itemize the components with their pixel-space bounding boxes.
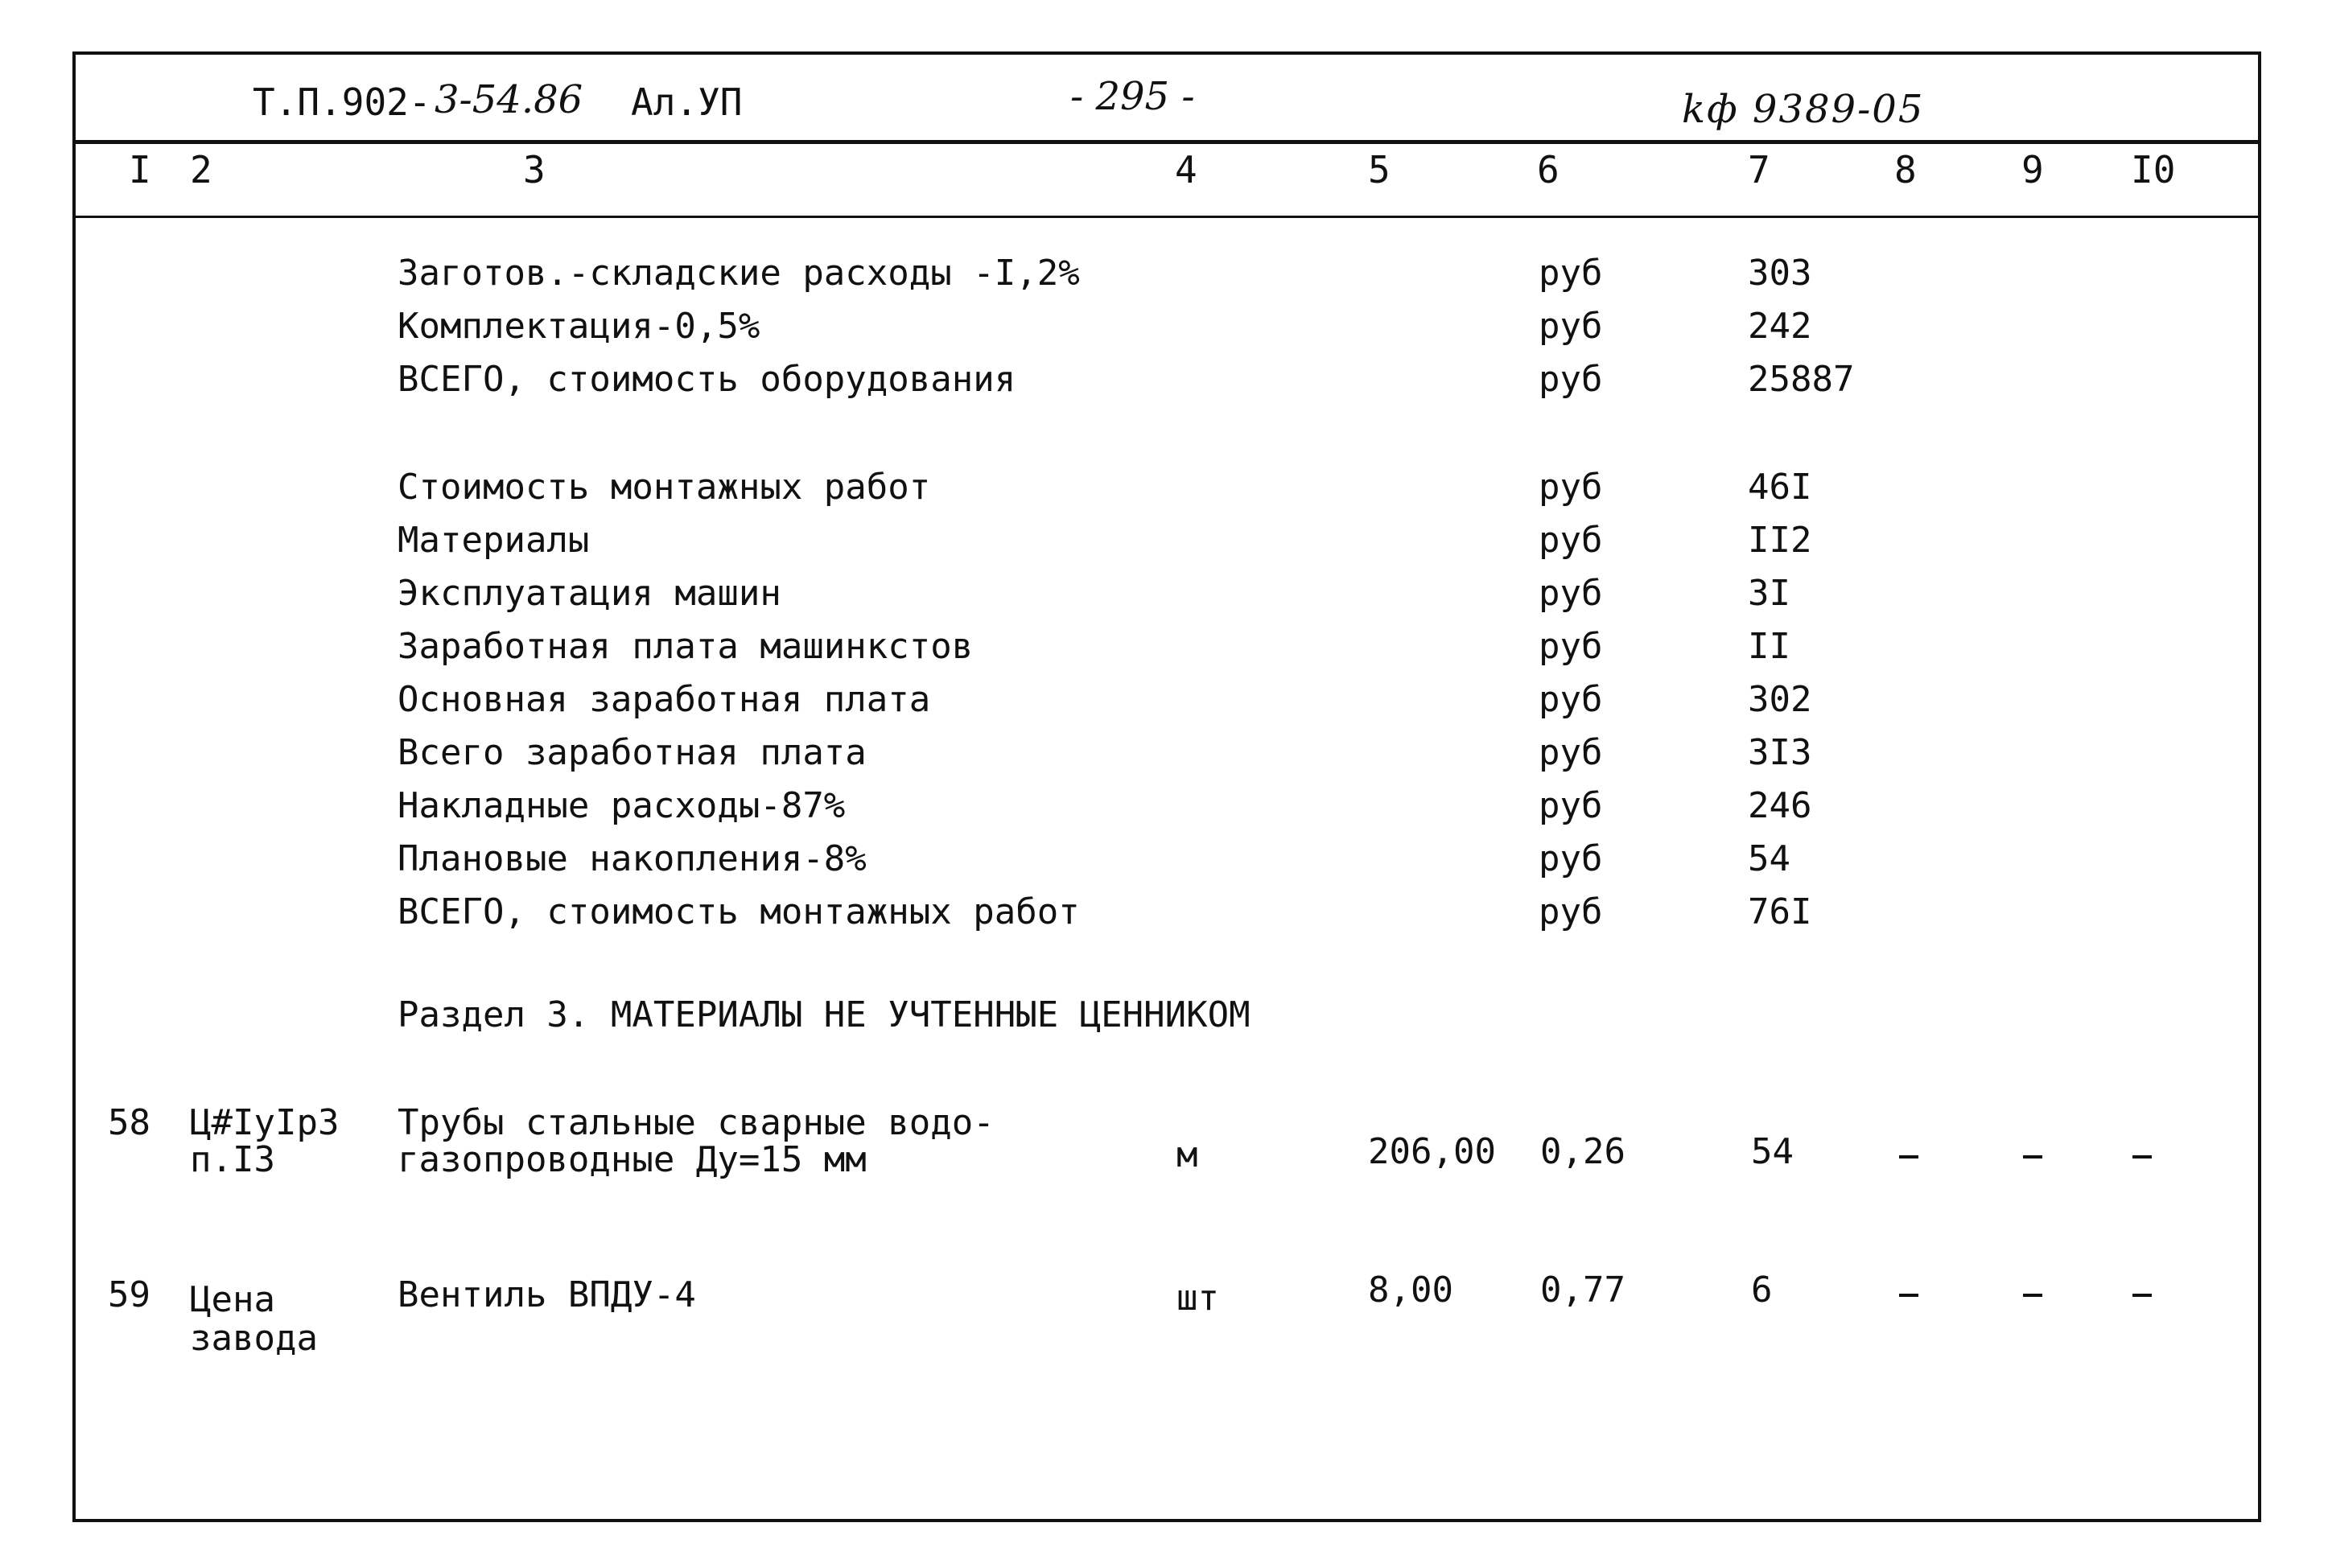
column-number: 4 xyxy=(1175,148,1197,191)
summary-label: Плановые накопления-8% xyxy=(398,838,867,879)
summary-value: 54 xyxy=(1748,838,1790,879)
empty-cell-dash xyxy=(2132,1294,2152,1297)
empty-cell-dash xyxy=(2023,1155,2042,1159)
item-total: 54 xyxy=(1751,1131,1794,1172)
item-name: газопроводные Ду=15 мм xyxy=(398,1139,867,1180)
summary-value: 303 xyxy=(1748,253,1812,294)
column-number: 7 xyxy=(1748,148,1770,191)
summary-unit: руб xyxy=(1539,891,1603,932)
page-number: - 295 - xyxy=(1070,74,1195,119)
summary-label: Всего заработная плата xyxy=(398,732,867,773)
summary-value: 246 xyxy=(1748,785,1812,826)
item-number: 59 xyxy=(108,1274,150,1315)
summary-value: 302 xyxy=(1748,679,1812,720)
empty-cell-dash xyxy=(1899,1155,1918,1159)
summary-value: 3I3 xyxy=(1748,732,1812,773)
column-number: I xyxy=(129,148,151,191)
item-price: 0,77 xyxy=(1540,1270,1625,1311)
header-rule xyxy=(72,140,2261,144)
column-number: I0 xyxy=(2131,148,2176,191)
summary-label: Заработная плата машинкстов xyxy=(398,626,974,667)
summary-value: 25887 xyxy=(1748,359,1855,400)
summary-value: 242 xyxy=(1748,306,1812,347)
item-total: 6 xyxy=(1751,1270,1773,1311)
summary-value: 3I xyxy=(1748,573,1790,614)
item-name: Вентиль ВПДУ-4 xyxy=(398,1274,696,1315)
album-label: Ал.УП xyxy=(631,80,743,124)
item-code: Цена xyxy=(190,1279,275,1320)
summary-label: ВСЕГО, стоимость монтажных работ xyxy=(398,891,1080,932)
column-number: 6 xyxy=(1537,148,1560,191)
summary-label: ВСЕГО, стоимость оборудования xyxy=(398,359,1016,400)
item-quantity: 8,00 xyxy=(1368,1270,1453,1311)
item-unit: шт xyxy=(1176,1278,1219,1319)
summary-value: 46I xyxy=(1748,467,1812,508)
summary-unit: руб xyxy=(1539,785,1603,826)
summary-unit: руб xyxy=(1539,467,1603,508)
item-code: завода xyxy=(190,1318,318,1359)
column-number: 3 xyxy=(523,148,546,191)
column-number: 2 xyxy=(190,148,212,191)
summary-unit: руб xyxy=(1539,626,1603,667)
item-number: 58 xyxy=(108,1102,150,1143)
archive-stamp: kф 9389-05 xyxy=(1682,87,1925,132)
summary-unit: руб xyxy=(1539,732,1603,773)
summary-unit: руб xyxy=(1539,359,1603,400)
summary-value: II2 xyxy=(1748,520,1812,561)
summary-unit: руб xyxy=(1539,520,1603,561)
drawing-code-prefix: Т.П.902- xyxy=(253,80,431,124)
empty-cell-dash xyxy=(1899,1294,1918,1297)
item-code: п.I3 xyxy=(190,1139,275,1180)
summary-label: Заготов.-складские расходы -I,2% xyxy=(398,253,1080,294)
summary-value: 76I xyxy=(1748,891,1812,932)
summary-label: Материалы xyxy=(398,520,590,561)
summary-label: Комплектация-0,5% xyxy=(398,306,760,347)
summary-label: Стоимость монтажных работ xyxy=(398,467,931,508)
drawing-code-handwritten: 3-54.86 xyxy=(435,77,583,122)
column-number: 5 xyxy=(1368,148,1391,191)
summary-unit: руб xyxy=(1539,573,1603,614)
summary-unit: руб xyxy=(1539,253,1603,294)
section-title: Раздел 3. МАТЕРИАЛЫ НЕ УЧТЕННЫЕ ЦЕННИКОМ xyxy=(398,994,1251,1035)
item-price: 0,26 xyxy=(1540,1131,1625,1172)
summary-label: Основная заработная плата xyxy=(398,679,931,720)
column-number: 9 xyxy=(2021,148,2044,191)
item-name: Трубы стальные сварные водо- xyxy=(398,1102,995,1143)
summary-unit: руб xyxy=(1539,838,1603,879)
summary-label: Эксплуатация машин xyxy=(398,573,781,614)
summary-unit: руб xyxy=(1539,306,1603,347)
summary-value: II xyxy=(1748,626,1790,667)
column-number: 8 xyxy=(1894,148,1917,191)
item-code: Ц#IуIр3 xyxy=(190,1102,340,1143)
column-header-rule xyxy=(72,216,2261,218)
item-unit: м xyxy=(1176,1134,1198,1175)
empty-cell-dash xyxy=(2132,1155,2152,1159)
summary-label: Накладные расходы-87% xyxy=(398,785,846,826)
item-quantity: 206,00 xyxy=(1368,1131,1496,1172)
empty-cell-dash xyxy=(2023,1294,2042,1297)
summary-unit: руб xyxy=(1539,679,1603,720)
